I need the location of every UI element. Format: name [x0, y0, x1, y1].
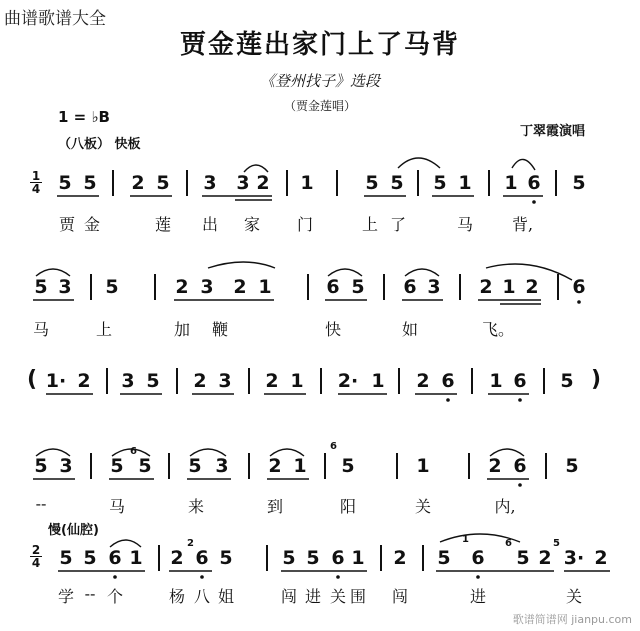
note: 6 — [441, 370, 455, 392]
note: 5 — [83, 547, 97, 569]
lyric: 关 — [414, 497, 431, 516]
score-title: 贾金莲出家门上了马背 — [179, 30, 460, 60]
lyric: 上 — [361, 215, 378, 234]
note: 2 — [131, 172, 145, 194]
lyric: 闯 — [391, 587, 408, 606]
note: ( — [26, 367, 38, 392]
note: 1 — [300, 172, 314, 194]
note: 3 — [218, 370, 232, 392]
note: 3 — [215, 455, 229, 477]
lyric: 贾 — [58, 215, 75, 234]
site-watermark: 曲谱歌谱大全 — [4, 9, 106, 29]
grace-note: 6 — [130, 446, 137, 457]
note: 5 — [565, 455, 579, 477]
note: 2 — [77, 370, 91, 392]
note: 2 — [538, 547, 552, 569]
note: 1 — [502, 276, 516, 298]
lyric: 飞。 — [482, 320, 515, 339]
note: 3 — [58, 276, 72, 298]
note: 1 — [458, 172, 472, 194]
lyric: 金 — [83, 215, 100, 234]
note: 5 — [433, 172, 447, 194]
note: 1 — [258, 276, 272, 298]
note: 5 — [516, 547, 530, 569]
note: 3 — [427, 276, 441, 298]
lyric: 如 — [401, 320, 418, 339]
lyric: 进 — [469, 587, 486, 606]
lyric: 闯 — [280, 587, 297, 606]
lyric: -- — [84, 584, 96, 603]
note: 5 — [59, 547, 73, 569]
lyric: 个 — [106, 587, 123, 606]
note: 5 — [306, 547, 320, 569]
note: 1· — [45, 370, 67, 392]
note: 2 — [416, 370, 430, 392]
lyric: 关 — [329, 587, 346, 606]
grace-note: 5 — [553, 538, 560, 549]
note: 5 — [351, 276, 365, 298]
note: 6 — [195, 547, 209, 569]
lyric: 快 — [324, 320, 341, 339]
score-subtitle: 《登州找子》选段 — [259, 72, 380, 90]
note: 5 — [282, 547, 296, 569]
note: 5 — [83, 172, 97, 194]
lyric: 八 — [193, 587, 210, 606]
note: ) — [590, 367, 602, 392]
note: 3 — [236, 172, 250, 194]
lyric: 出 — [201, 215, 218, 234]
note: 1 — [129, 547, 143, 569]
lyric: 鞭 — [211, 320, 228, 339]
lyric: 阳 — [339, 497, 356, 516]
note: 5 — [58, 172, 72, 194]
lyric: 关 — [565, 587, 582, 606]
note: 6 — [527, 172, 541, 194]
note: 5 — [390, 172, 404, 194]
note: 2 — [193, 370, 207, 392]
lyric: 马 — [456, 215, 473, 234]
note: 1 — [416, 455, 430, 477]
lyric: 马 — [108, 497, 125, 516]
site-watermark-bottom: 歌谱简谱网 jianpu.com — [512, 613, 632, 626]
lyric: -- — [35, 494, 47, 513]
lyric: 家 — [243, 215, 260, 234]
note: 5 — [219, 547, 233, 569]
note: 2 — [488, 455, 502, 477]
grace-note: 6 — [505, 538, 512, 549]
lyric: 莲 — [154, 215, 171, 234]
time-signature: 2 4 — [31, 543, 41, 570]
grace-note: 6 — [330, 441, 337, 452]
lyric: 进 — [304, 587, 321, 606]
time-signature: 1 4 — [31, 169, 41, 196]
note: 6 — [513, 370, 527, 392]
note: 5 — [188, 455, 202, 477]
grace-note: 1 — [462, 534, 469, 545]
note: 2 — [175, 276, 189, 298]
note: 5 — [110, 455, 124, 477]
tempo-mark: 慢(仙腔) — [48, 523, 99, 538]
note: 1 — [351, 547, 365, 569]
note: 5 — [560, 370, 574, 392]
lyric: 学 — [57, 587, 74, 606]
note: 6 — [108, 547, 122, 569]
lyric: 杨 — [168, 587, 185, 606]
note: 6 — [513, 455, 527, 477]
performer: 丁翠霞演唱 — [520, 124, 586, 139]
note: 1 — [371, 370, 385, 392]
note: 1 — [489, 370, 503, 392]
lyric: 姐 — [217, 587, 234, 606]
note: 2 — [479, 276, 493, 298]
note: 6 — [471, 547, 485, 569]
note: 1 — [290, 370, 304, 392]
note: 3 — [203, 172, 217, 194]
tempo-mark: （八板） 快板 — [58, 137, 141, 152]
note: 5 — [341, 455, 355, 477]
note: 1 — [504, 172, 518, 194]
note: 2 — [256, 172, 270, 194]
grace-note: 2 — [187, 538, 194, 549]
note: 6 — [572, 276, 586, 298]
note: 3 — [200, 276, 214, 298]
note: 2 — [170, 547, 184, 569]
note: 5 — [138, 455, 152, 477]
note: 3· — [563, 547, 585, 569]
note: 5 — [365, 172, 379, 194]
note: 6 — [403, 276, 417, 298]
note: 5 — [156, 172, 170, 194]
note: 2 — [594, 547, 608, 569]
lyric: 围 — [349, 587, 366, 606]
note: 6 — [331, 547, 345, 569]
lyric: 门 — [296, 215, 313, 234]
note: 5 — [572, 172, 586, 194]
note: 2· — [337, 370, 359, 392]
note: 5 — [437, 547, 451, 569]
note: 6 — [326, 276, 340, 298]
note: 5 — [34, 455, 48, 477]
lyric: 到 — [266, 497, 283, 516]
note: 3 — [59, 455, 73, 477]
lyric: 背, — [512, 215, 534, 234]
note: 2 — [393, 547, 407, 569]
note: 5 — [146, 370, 160, 392]
lyric: 马 — [32, 320, 49, 339]
key-signature: 1 = ♭B — [58, 108, 110, 126]
lyric: 加 — [173, 320, 190, 339]
note: 2 — [265, 370, 279, 392]
note: 2 — [268, 455, 282, 477]
note: 2 — [525, 276, 539, 298]
note: 1 — [293, 455, 307, 477]
note: 5 — [34, 276, 48, 298]
singer-note: （贾金莲唱） — [283, 99, 356, 113]
lyric: 上 — [95, 320, 112, 339]
note: 2 — [233, 276, 247, 298]
lyric: 了 — [389, 215, 406, 234]
note: 3 — [121, 370, 135, 392]
lyric: 内, — [494, 497, 516, 516]
lyric: 来 — [187, 497, 204, 516]
note: 5 — [105, 276, 119, 298]
